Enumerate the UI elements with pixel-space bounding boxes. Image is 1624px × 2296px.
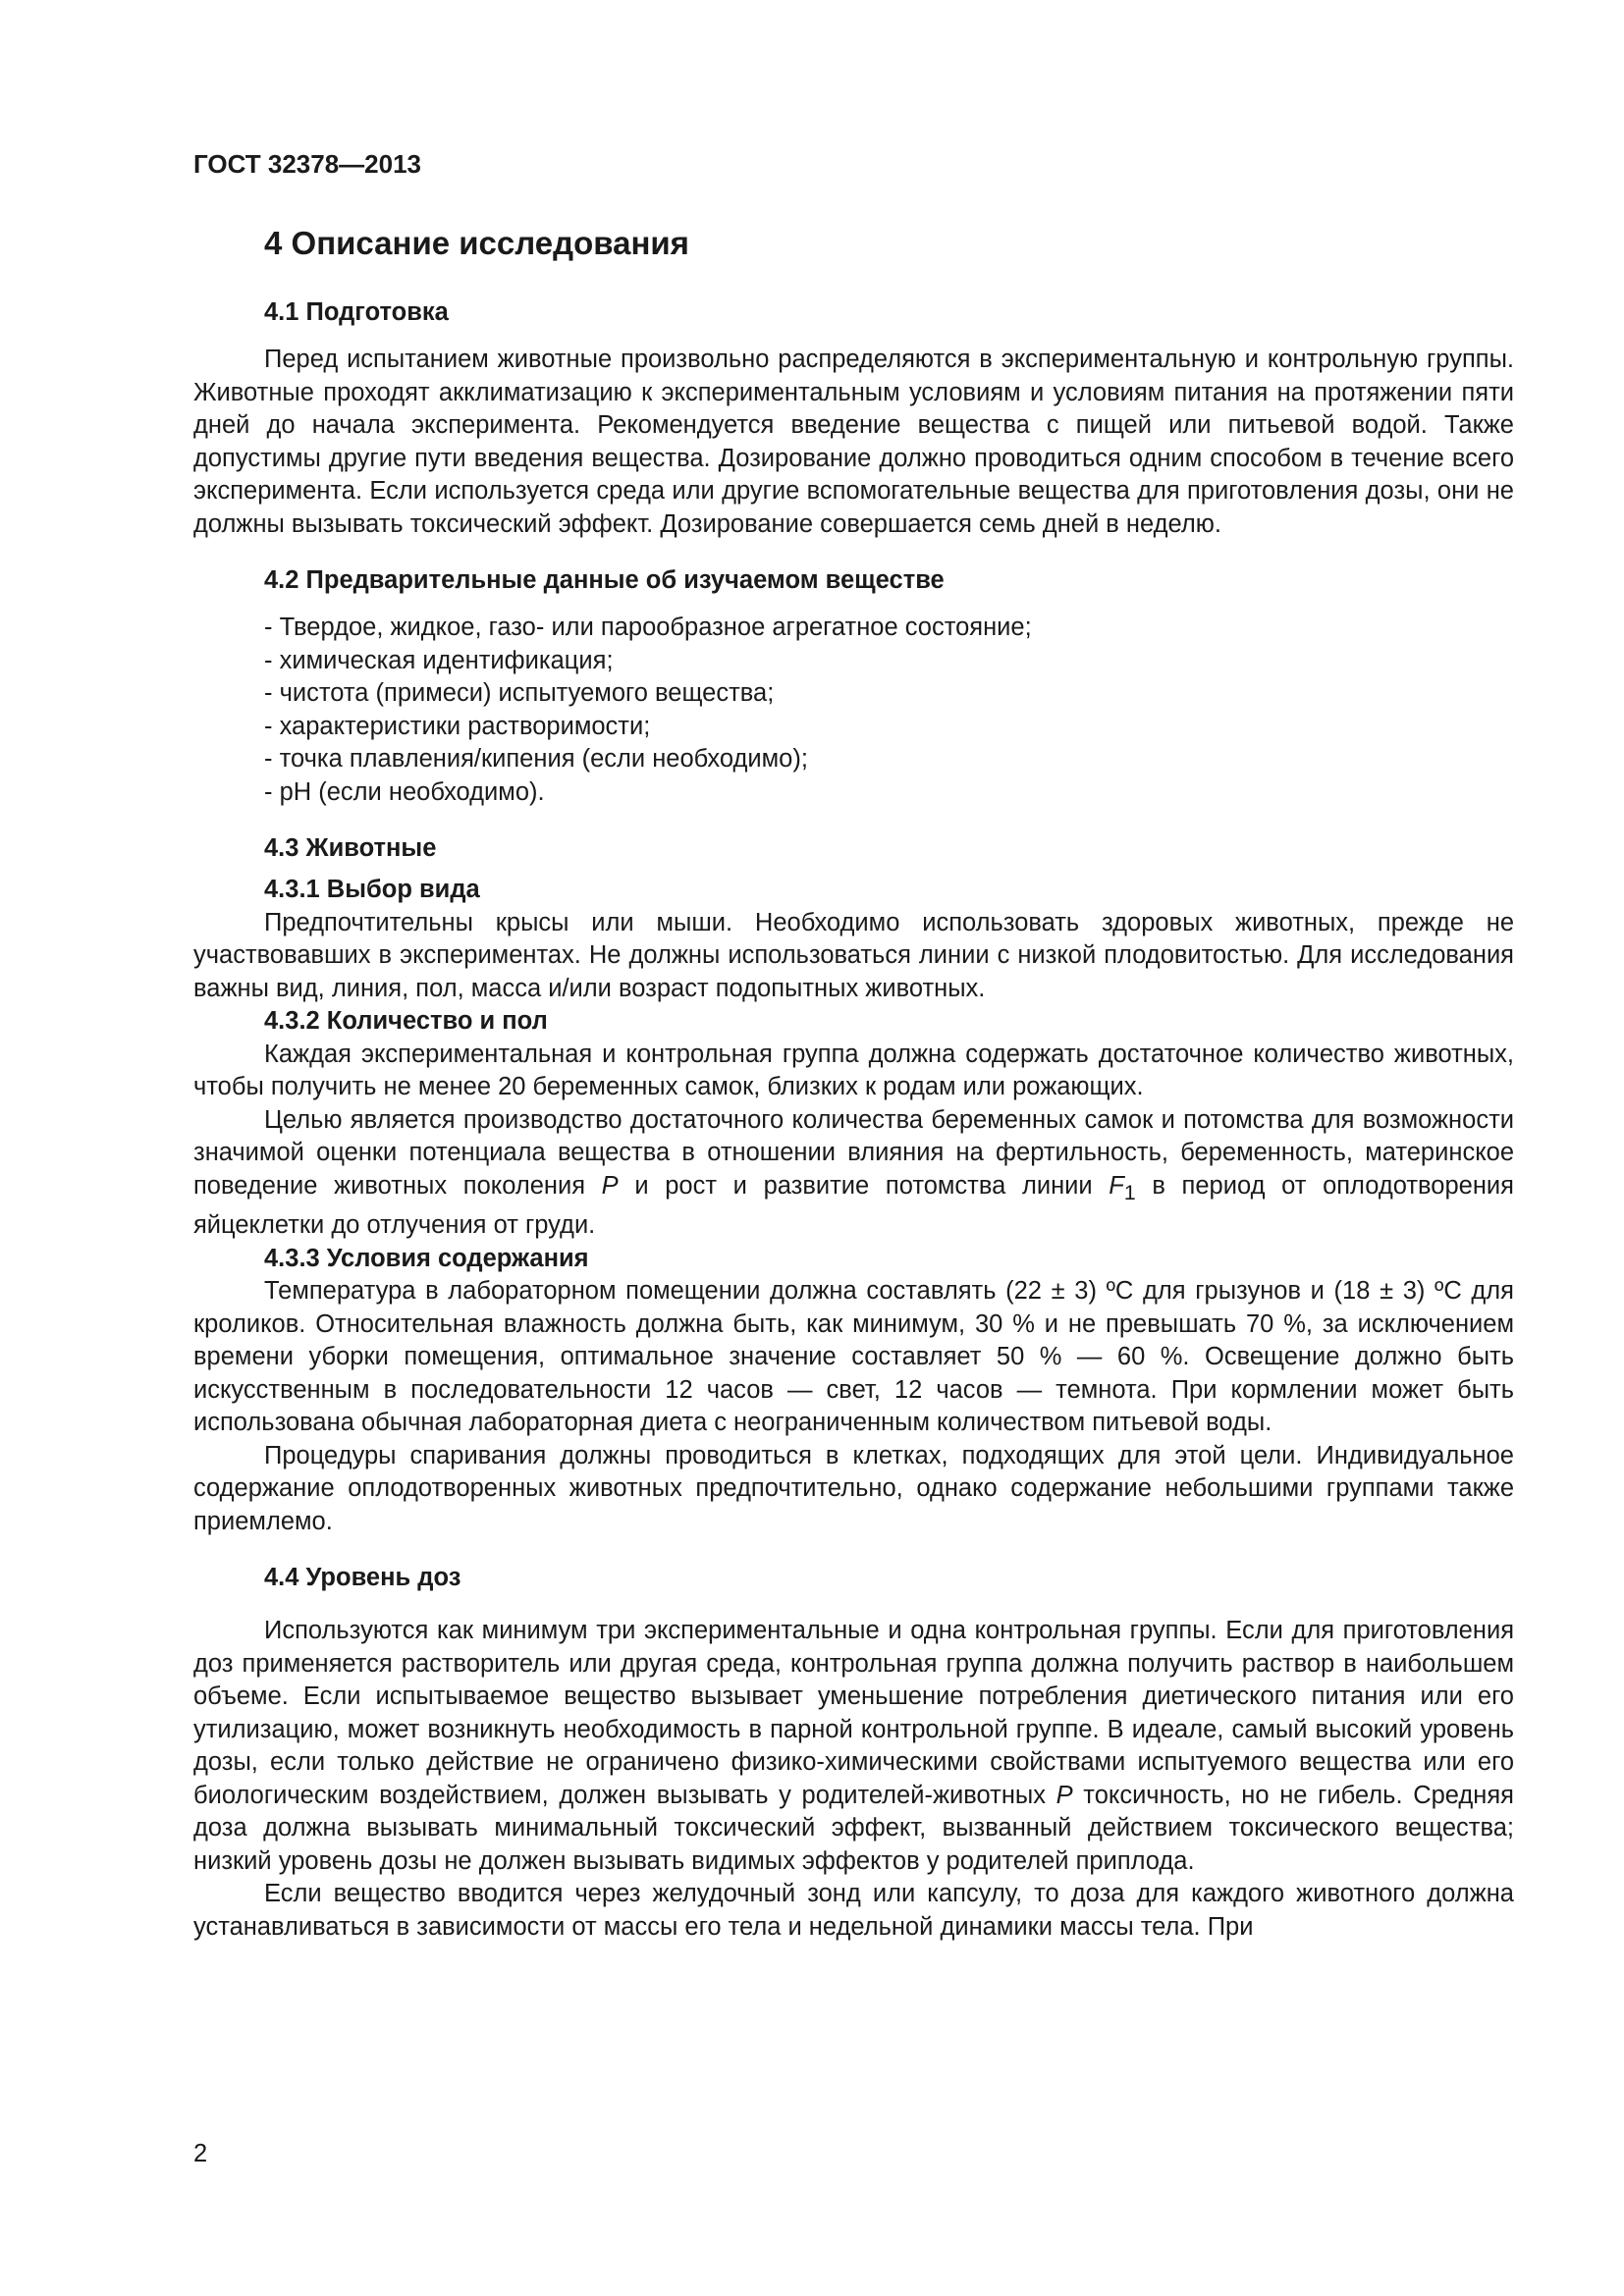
list-item: - характеристики растворимости; <box>264 712 651 740</box>
text-run: токсичность, но не гибель. Средняя доза должна вызывать минимальный токсический эффект, вызванный действием токсического вещества; низкий уровень дозы не должен вызывать видимых эффектов у родителей приплода. <box>193 1781 1514 1875</box>
list-item: - чистота (примеси) испытуемого вещества; <box>264 679 775 707</box>
substance-data-list <box>193 612 1514 809</box>
paragraph-4-3-1: Предпочтительны крысы или мыши. Необходимо использовать здоровых животных, прежде не участвовавших в экспериментах. Не должны использоваться линии с низкой плодовитостью. Для исследования важны вид, линия, пол, масса и/или возраст подопытных животных. <box>193 908 1514 1002</box>
subsection-4-4-title: 4.4 Уровень доз <box>264 1564 461 1592</box>
generation-p: P <box>601 1171 619 1200</box>
subsection-4-3-1-title: 4.3.1 Выбор вида <box>264 876 480 903</box>
list-item: - химическая идентификация; <box>264 646 614 674</box>
paragraph-4-3-2-a: Каждая экспериментальная и контрольная группа должна содержать достаточное количество животных, чтобы получить не менее 20 беременных самок, близких к родам или рожающих. <box>193 1040 1514 1100</box>
text-run: и рост и развитие потомства линии <box>618 1171 1110 1200</box>
subsection-4-3-2-title: 4.3.2 Количество и пол <box>264 1007 548 1035</box>
subsection-4-3-title: 4.3 Животные <box>264 834 437 862</box>
paragraph-4-3-3-a: Температура в лабораторном помещении должна составлять (22 ± 3) ºС для грызунов и (18 ± 3) ºС для кроликов. Относительная влажность должна быть, как минимум, 30 % и не превышать 70 %, за исключением времени уборки помещения, оптимальное значение составляет 50 % — 60 %. Освещение должно быть искусственным в последовательности 12 часов — свет, 12 часов — темнота. При кормлении может быть использована обычная лабораторная диета с неограниченным количеством питьевой воды. <box>193 1277 1514 1437</box>
list-item: - Твердое, жидкое, газо- или парообразное агрегатное состояние; <box>264 614 1032 641</box>
paragraph-4-4-a <box>193 1615 1514 1878</box>
subsection-4-2-title: 4.2 Предварительные данные об изучаемом веществе <box>264 566 945 594</box>
subsection-4-3-3-title: 4.3.3 Условия содержания <box>264 1244 589 1272</box>
document-body <box>193 224 1514 1944</box>
list-item: - рН (если необходимо). <box>264 777 545 806</box>
paragraph-4-3-2-b <box>193 1104 1514 1243</box>
generation-p: P <box>1056 1781 1073 1809</box>
generation-f-subscript: 1 <box>1123 1180 1136 1204</box>
page-number: 2 <box>193 2140 208 2167</box>
paragraph-4-3-3-b: Процедуры спаривания должны проводиться в клетках, подходящих для этой цели. Индивидуальное содержание оплодотворенных животных предпочтительно, однако содержание небольшими группами также приемлемо. <box>193 1441 1514 1535</box>
text-run: Используются как минимум три экспериментальные и одна контрольная группы. Если для приготовления доз применяется растворитель или другая среда, контрольная группа должна получить раствор в наибольшем объеме. Если испытываемое вещество вызывает уменьшение потребления диетического питания или его утилизацию, может возникнуть необходимость в парной контрольной группе. В идеале, самый высокий уровень дозы, если только действие не ограничено физико-химическими свойствами испытуемого вещества или его биологическим воздействием, должен вызывать у родителей-животных <box>193 1617 1514 1809</box>
section-title: 4 Описание исследования <box>264 225 689 261</box>
subsection-4-1-title: 4.1 Подготовка <box>264 298 449 326</box>
generation-f: F <box>1109 1171 1124 1200</box>
text-run: в период от оплодотворения яйцеклетки до отлучения от груди. <box>193 1171 1514 1240</box>
document-code: ГОСТ 32378—2013 <box>193 149 421 179</box>
paragraph-4-1: Перед испытанием животные произвольно распределяются в экспериментальную и контрольную группы. Животные проходят акклиматизацию к экспериментальным условиям и условиям питания на протяжении пяти дней до начала эксперимента. Рекомендуется введение вещества с пищей или питьевой водой. Также допустимы другие пути введения вещества. Дозирование должно проводиться одним способом в течение всего эксперимента. Если используется среда или другие вспомогательные вещества для приготовления дозы, они не должны вызывать токсический эффект. Дозирование совершается семь дней в неделю. <box>193 346 1514 538</box>
paragraph-4-4-b: Если вещество вводится через желудочный зонд или капсулу, то доза для каждого животного должна устанавливаться в зависимости от массы его тела и недельной динамики массы тела. При <box>193 1880 1514 1941</box>
text-run: Целью является производство достаточного количества беременных самок и потомства для возможности значимой оценки потенциала вещества в отношении влияния на фертильность, беременность, материнское поведение животных поколения <box>193 1105 1514 1200</box>
list-item: - точка плавления/кипения (если необходимо); <box>264 745 808 773</box>
